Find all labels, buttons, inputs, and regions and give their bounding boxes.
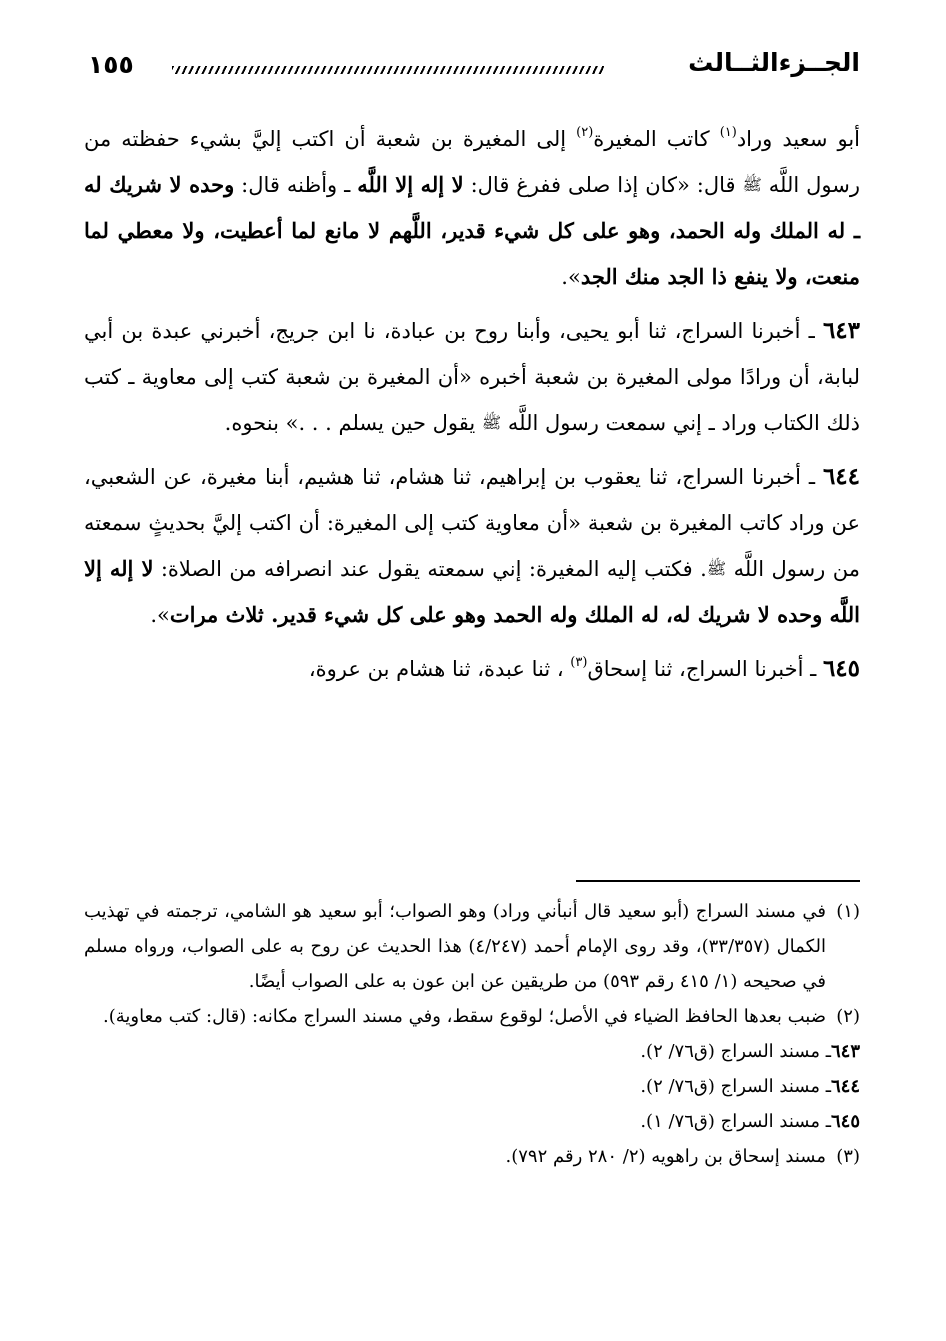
source-text: ـ مسند السراج (ق٧٦/ ٢). <box>640 1041 831 1062</box>
footnote-list <box>84 894 860 1034</box>
text-segment: ـ أخبرنا السراج، ثنا أبو يحيى، وأبنا روح بن عبادة، نا ابن جريج، أخبرني عبدة بن أبي لبابة، أن ورادًا مولى المغيرة بن شعبة أخبره «أن المغيرة بن شعبة كتب إلى معاوية ـ كتب ذلك الكتاب وراد ـ إني سمعت رسول اللَّه <box>84 319 860 435</box>
footnote-ref: (١) <box>719 125 737 140</box>
footnote-mark: (١) <box>836 901 860 922</box>
salla-glyph: ﷺ <box>481 413 502 432</box>
salla-glyph: ﷺ <box>706 559 727 578</box>
source-text: ـ مسند السراج (ق٧٦/ ١). <box>640 1111 831 1132</box>
text-segment: ـ وأظنه قال: <box>234 173 358 197</box>
bold-text: لا إله إلا اللَّه وحده لا شريك له، له الملك وله الحمد وهو على كل شيء قدير. ثلاث مرات <box>84 556 860 627</box>
footnote-3 <box>84 1139 860 1174</box>
text-segment: ـ أخبرنا السراج، ثنا إسحاق <box>587 657 823 681</box>
footnote-mark: (٣) <box>836 1146 860 1167</box>
header-rule <box>172 66 604 74</box>
footnotes <box>84 894 860 1174</box>
running-title: الجــزءالثــالث <box>688 48 860 77</box>
text-segment: ». <box>561 265 581 289</box>
footnote-text: مسند إسحاق بن راهويه (٢/ ٢٨٠ رقم ٧٩٢). <box>505 1146 826 1167</box>
hadith-number: ٦٤٣ <box>822 317 860 344</box>
source-reference <box>84 1104 860 1139</box>
hadith-number: ٦٤٤ <box>822 463 860 490</box>
text-segment: ». <box>150 603 170 627</box>
salla-glyph: ﷺ <box>742 175 762 194</box>
text-segment: ـ أخبرنا السراج، ثنا يعقوب بن إبراهيم، ثنا هشام، ثنا هشيم، أبنا مغيرة، عن الشعبي، عن وراد كاتب المغيرة بن شعبة «أن معاوية كتب إلى المغيرة: أن اكتب إليَّ بحديثٍ سمعته من رسول اللَّه <box>84 465 860 581</box>
source-reference <box>84 1069 860 1104</box>
text-segment: أبو سعيد وراد <box>736 127 860 151</box>
text-segment: . فكتب إليه المغيرة: إني سمعته يقول عند انصرافه من الصلاة: <box>153 557 707 581</box>
hadith-number: ٦٤٥ <box>822 655 860 682</box>
footnote-ref: (٢) <box>576 125 594 140</box>
source-reference <box>84 1034 860 1069</box>
text-segment: كاتب المغيرة <box>593 127 720 151</box>
paragraph <box>84 308 860 446</box>
source-number: ٦٤٤ <box>830 1076 860 1097</box>
paragraph <box>84 116 860 300</box>
footnote-2 <box>84 999 860 1034</box>
footnote-mark: (٢) <box>836 1006 860 1027</box>
footnote-ref: (٣) <box>570 655 588 670</box>
page-number: ١٥٥ <box>88 50 134 79</box>
source-text: ـ مسند السراج (ق٧٦/ ٢). <box>640 1076 831 1097</box>
bold-text: لا إله إلا اللَّه <box>357 172 464 197</box>
source-number: ٦٤٥ <box>830 1111 860 1132</box>
text-segment: إلى المغيرة بن شعبة أن اكتب إليَّ بشيء حفظته من رسول اللَّه <box>84 127 861 197</box>
bold-text: وحده لا شريك له ـ له الملك وله الحمد، وهو على كل شيء قدير، اللَّهم لا مانع لما أعطيت، ولا معطي لما منعت، ولا ينفع ذا الجد منك الجد <box>84 172 860 289</box>
footnote-text: في مسند السراج (أبو سعيد قال أنبأني وراد) وهو الصواب؛ أبو سعيد هو الشامي، ترجمته في تهذيب الكمال (٣٣/٣٥٧)، وقد روى الإمام أحمد (٤/٢٤٧) هذا الحديث عن روح به على الصواب، ورواه مسلم في صحيحه (١/ ٤١٥ رقم ٥٩٣) من طريقين عن ابن عون به على الصواب أيضًا. <box>84 901 827 992</box>
source-list <box>84 1034 860 1139</box>
paragraph <box>84 454 860 638</box>
page-header <box>88 48 860 94</box>
text-segment: يقول حين يسلم . . .» بنحوه. <box>224 411 482 435</box>
source-number: ٦٤٣ <box>830 1041 860 1062</box>
footnote-separator <box>576 880 860 882</box>
text-segment: ، ثنا عبدة، ثنا هشام بن عروة، <box>308 657 571 681</box>
main-text <box>84 116 860 692</box>
footnote-1 <box>84 894 860 999</box>
footnote-text: ضبب بعدها الحافظ الضياء في الأصل؛ لوقوع سقط، وفي مسند السراج مكانه: (قال: كتب معاوية). <box>103 1006 826 1027</box>
text-segment: قال: «كان إذا صلى ففرغ قال: <box>463 173 743 197</box>
paragraph <box>84 646 860 692</box>
